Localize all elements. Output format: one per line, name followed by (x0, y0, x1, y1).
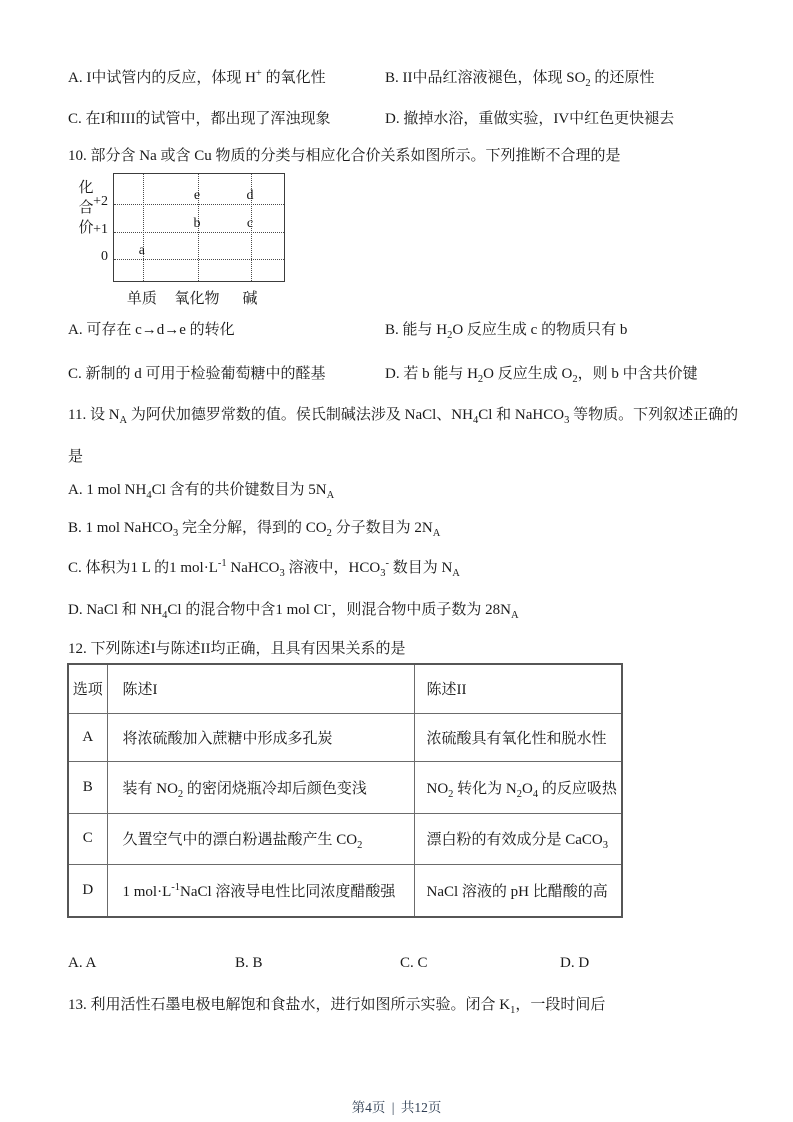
table-cell-statement1: 久置空气中的漂白粉遇盐酸产生 $CO_2$ (107, 813, 414, 864)
chart-ytick-label: 0 (101, 248, 108, 264)
question-10-option-d: D. 若 b 能与 $H_2O$ 反应生成 $O_2$，则 b 中含共价键 (385, 366, 698, 385)
question-11-stem-line-2: 是 (68, 449, 84, 465)
question-11-option-b: B. 1 mol NaHCO$_3$ 完全分解，得到的 $CO_2$ 分子数目为 $2N_A$ (68, 520, 441, 539)
table-header-row (68, 664, 622, 713)
question-9-option-b: B. II中品红溶液褪色，体现 $SO_2$ 的还原性 (385, 70, 655, 89)
table-cell-statement2: NaCl 溶液的 pH 比醋酸的高 (414, 864, 622, 917)
question-11-stem-line-1: 11. 设 $N_A$ 为阿伏加德罗常数的值。侯氏制碱法涉及 NaCl、$NH_4Cl$ 和 NaHCO$_3$ 等物质。下列叙述正确的 (68, 407, 739, 426)
question-12-stem: 12. 下列陈述I与陈述II均正确，且具有因果关系的是 (68, 641, 406, 657)
question-13-stem: 13. 利用活性石墨电极电解饱和食盐水，进行如图所示实验。闭合 $K_1$，一段时间后 (68, 997, 606, 1016)
chart-category-label: 氧化物 (174, 291, 220, 307)
table-cell-option: A (68, 713, 107, 761)
page-number-indicator: 第4页 | 共12页 (351, 1100, 442, 1115)
table-row (68, 713, 622, 761)
question-11-option-a: A. 1 mol $NH_4Cl$ 含有的共价键数目为 $5N_A$ (68, 482, 335, 501)
valence-figure (75, 170, 315, 308)
table-row (68, 864, 622, 917)
chart-category-label: 碱 (242, 291, 258, 307)
answer-choice-c: C. C (400, 955, 428, 971)
chart-point-label: b (193, 215, 201, 231)
chart-point-label: c (246, 215, 254, 231)
table-cell-statement1: 将浓硫酸加入蔗糖中形成多孔炭 (107, 713, 414, 761)
table-cell-option: D (68, 864, 107, 917)
table-row (68, 761, 622, 813)
table-cell-statement2: $NO_2$ 转化为 $N_2O_4$ 的反应吸热 (414, 761, 622, 813)
question-10-stem: 10. 部分含 Na 或含 Cu 物质的分类与相应化合价关系如图所示。下列推断不合理的是 (68, 148, 621, 164)
question-10-option-a: A. 可存在 c→d→e 的转化 (68, 322, 235, 338)
question-9-option-c: C. 在I和III的试管中，都出现了浑浊现象 (68, 111, 331, 127)
chart-y-axis-label-char: 化 (78, 180, 94, 196)
question-9-option-d: D. 撤掉水浴，重做实验，IV中红色更快褪去 (385, 111, 675, 127)
chart-gridline-h (114, 232, 284, 233)
chart-gridline-v (143, 174, 144, 281)
question-10-option-b: B. 能与 $H_2O$ 反应生成 c 的物质只有 b (385, 322, 628, 341)
chart-gridline-h (114, 259, 284, 260)
table-cell-statement2: 漂白粉的有效成分是 CaCO$_3$ (414, 813, 622, 864)
table-header-statement1: 陈述I (107, 664, 414, 713)
chart-point-label: e (193, 187, 201, 203)
table-cell-statement1: 1 $mol\cdot L^{-1}NaCl$ 溶液导电性比同浓度醋酸强 (107, 864, 414, 917)
table-cell-statement2: 浓硫酸具有氧化性和脱水性 (414, 713, 622, 761)
table-cell-statement1: 装有 $NO_2$ 的密闭烧瓶冷却后颜色变浅 (107, 761, 414, 813)
table-row (68, 813, 622, 864)
answer-choice-d: D. D (560, 955, 590, 971)
question-10-option-c: C. 新制的 d 可用于检验葡萄糖中的醛基 (68, 366, 326, 382)
chart-point-label: d (246, 187, 254, 203)
chart-y-axis-label-char: 合 (78, 200, 94, 216)
table-header-statement2: 陈述II (414, 664, 622, 713)
chart-ytick-label: +1 (93, 221, 108, 237)
chart-gridline-h (114, 204, 284, 205)
question-11-option-c: C. 体积为1 L 的1 $mol\cdot L^{-1}$ NaHCO$_3$ 溶液中，$HCO_3^-$ 数目为 $N_A$ (68, 558, 460, 579)
chart-y-axis-label-char: 价 (78, 220, 94, 236)
question-9-option-a: A. I中试管内的反应，体现 H+ 的氧化性 (68, 68, 326, 86)
chart-ytick-label: +2 (93, 193, 108, 209)
table-cell-option: C (68, 813, 107, 864)
chart-point-label: a (138, 242, 145, 258)
answer-choice-a: A. A (68, 955, 97, 971)
question-12-table (67, 663, 623, 918)
table-header-option: 选项 (68, 664, 107, 713)
table-cell-option: B (68, 761, 107, 813)
answer-choice-b: B. B (235, 955, 263, 971)
question-11-option-d: D. NaCl 和 $NH_4Cl$ 的混合物中含1 mol Cl-，则混合物中质子数为 $28N_A$ (68, 600, 519, 621)
chart-category-label: 单质 (126, 291, 157, 307)
